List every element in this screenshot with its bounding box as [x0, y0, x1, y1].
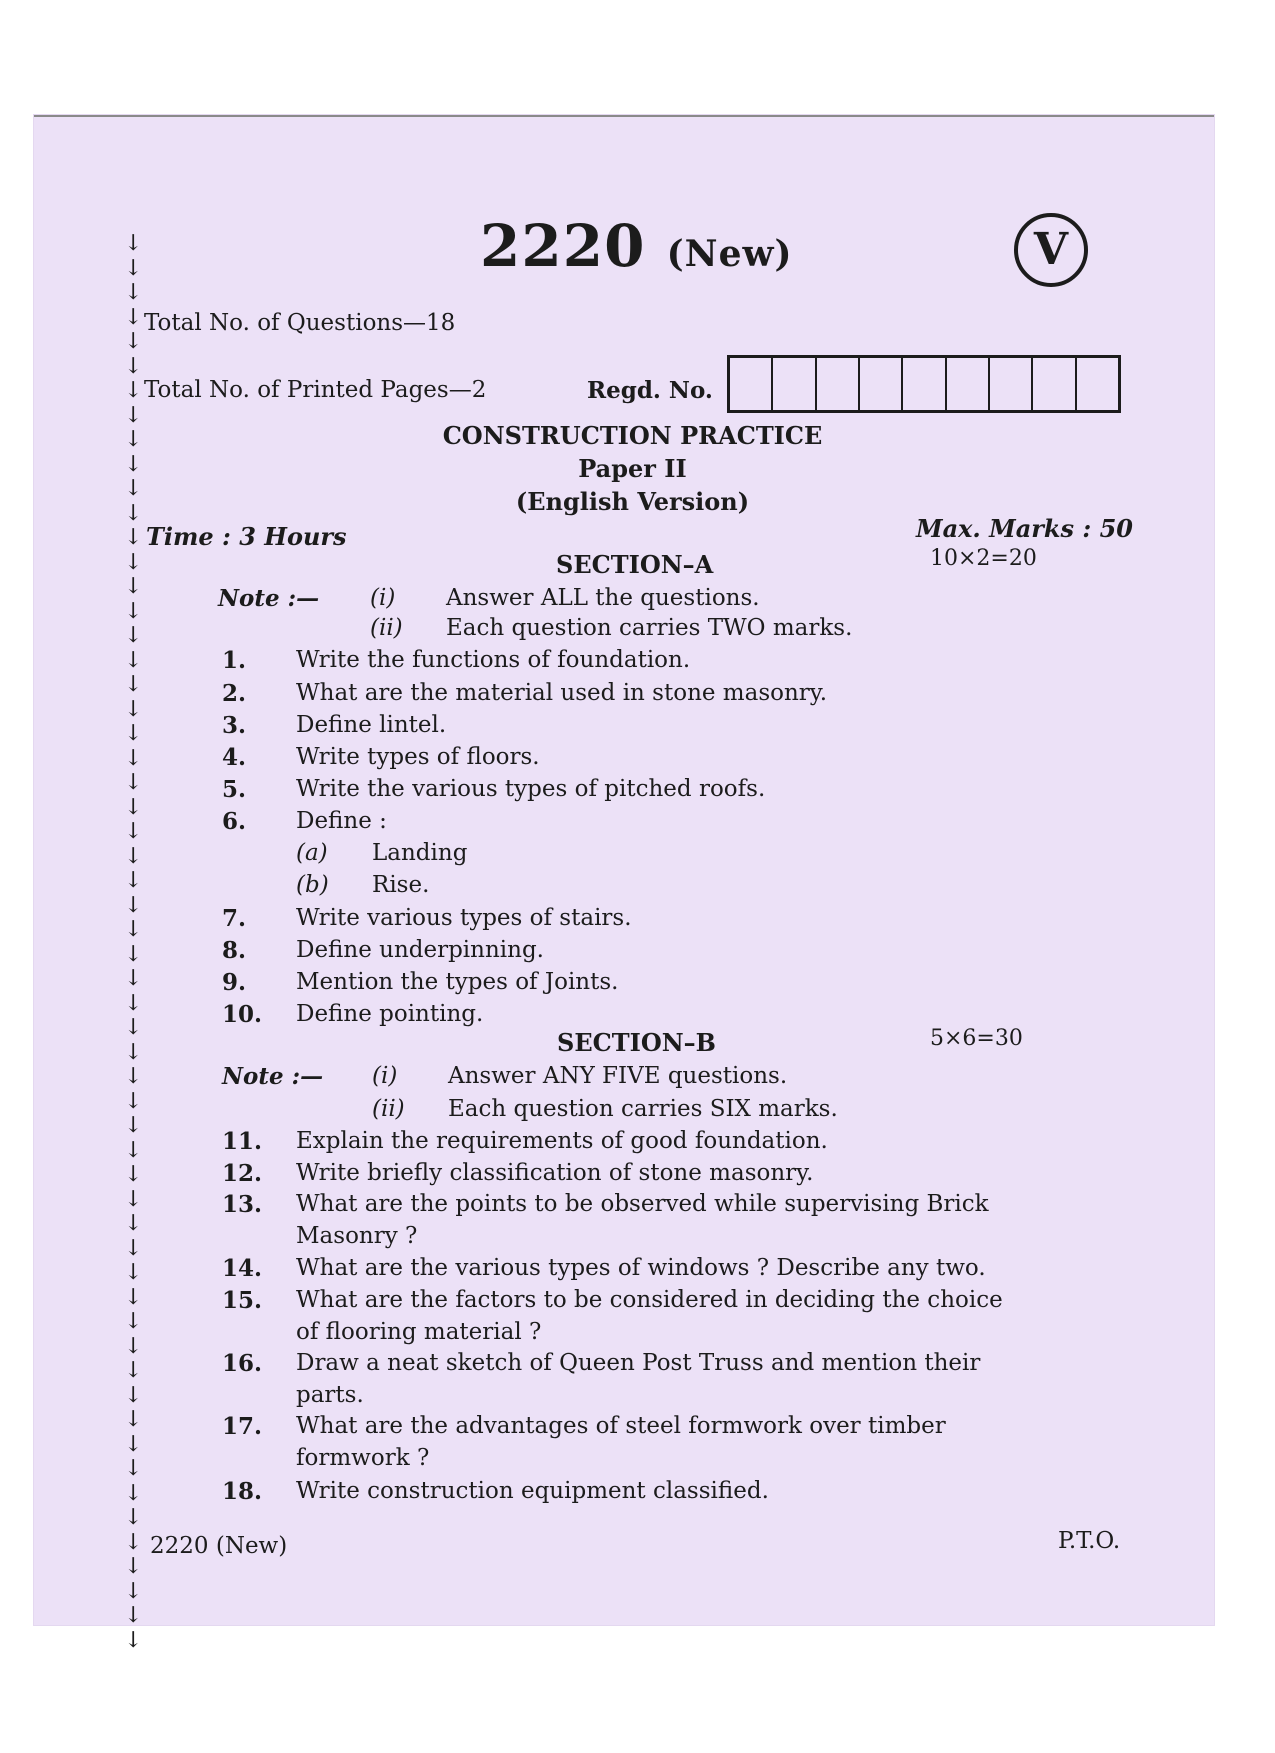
section-b-note-num-1: (i) [372, 1063, 398, 1089]
down-arrow-icon: ↓ [124, 549, 143, 575]
question-number: 11. [222, 1128, 263, 1155]
down-arrow-icon: ↓ [124, 353, 143, 379]
down-arrow-icon: ↓ [124, 1211, 143, 1236]
paper-code-title [480, 212, 793, 280]
question-number: 16. [222, 1350, 263, 1377]
question-number: 6. [222, 808, 247, 835]
section-a-note-num-1: (i) [370, 585, 396, 611]
down-arrow-icon: ↓ [124, 1627, 143, 1653]
question-text-line: What are the various types of windows ? Describe any two. [296, 1255, 986, 1281]
question-text-line: What are the points to be observed while supervising Brick [296, 1191, 989, 1217]
down-arrow-icon: ↓ [124, 1309, 143, 1334]
down-arrow-icon: ↓ [124, 1284, 143, 1310]
section-a-note-2: Each question carries TWO marks. [446, 615, 853, 641]
question-text-line: Explain the requirements of good foundation. [296, 1128, 828, 1154]
regd-cell[interactable] [1077, 358, 1118, 410]
section-b-heading: SECTION–B [557, 1028, 716, 1057]
down-arrow-icon: ↓ [124, 1113, 143, 1138]
section-a-note-label: Note :— [218, 585, 320, 612]
question-number: 3. [222, 712, 247, 739]
down-arrow-icon: ↓ [124, 451, 143, 477]
down-arrow-icon: ↓ [124, 476, 143, 501]
question-number: 5. [222, 776, 247, 803]
down-arrow-icon: ↓ [124, 304, 143, 330]
question-text: Write types of floors. [296, 744, 540, 770]
down-arrow-icon: ↓ [124, 378, 143, 403]
regd-cell[interactable] [947, 358, 990, 410]
question-text-line: What are the factors to be considered in deciding the choice [296, 1287, 1003, 1313]
max-marks: Max. Marks : 50 [916, 514, 1134, 543]
section-b-note-num-2: (ii) [372, 1096, 405, 1122]
down-arrow-icon: ↓ [124, 623, 143, 648]
time-label: Time : 3 Hours [146, 522, 347, 551]
question-text-line: What are the advantages of steel formwork over timber [296, 1413, 946, 1439]
down-arrow-icon: ↓ [124, 1578, 143, 1604]
section-a-note-1: Answer ALL the questions. [446, 585, 760, 611]
version-label: (English Version) [515, 487, 750, 516]
down-arrow-icon: ↓ [124, 843, 143, 869]
question-text: Mention the types of Joints. [296, 969, 619, 995]
regd-number-boxes[interactable] [727, 355, 1121, 413]
regd-cell[interactable] [860, 358, 903, 410]
regd-cell[interactable] [730, 358, 773, 410]
subpart-text: Rise. [372, 872, 430, 898]
down-arrow-icon: ↓ [124, 1162, 143, 1187]
question-text-line: Write construction equipment classified. [296, 1478, 769, 1504]
down-arrow-icon: ↓ [124, 500, 143, 526]
section-b-note-2: Each question carries SIX marks. [448, 1096, 838, 1122]
regd-cell[interactable] [817, 358, 860, 410]
question-number: 18. [222, 1478, 263, 1505]
paper-code: 2220 [480, 212, 646, 280]
paper-code-suffix: (New) [666, 233, 793, 275]
down-arrow-icon: ↓ [124, 280, 143, 305]
down-arrow-icon: ↓ [124, 1554, 143, 1579]
question-number: 7. [222, 905, 247, 932]
question-number: 9. [222, 969, 247, 996]
down-arrow-icon: ↓ [124, 1382, 143, 1408]
down-arrow-icon: ↓ [124, 696, 143, 722]
question-text-line: Draw a neat sketch of Queen Post Truss and mention their [296, 1350, 981, 1376]
down-arrow-icon: ↓ [124, 745, 143, 771]
down-arrow-icon: ↓ [124, 525, 143, 550]
down-arrow-icon: ↓ [124, 1260, 143, 1285]
down-arrow-icon: ↓ [124, 1358, 143, 1383]
down-arrow-icon: ↓ [124, 1137, 143, 1163]
down-arrow-icon: ↓ [124, 1015, 143, 1040]
down-arrow-icon: ↓ [124, 1333, 143, 1359]
down-arrow-icon: ↓ [124, 770, 143, 795]
down-arrow-icon: ↓ [124, 990, 143, 1016]
section-b-note-1: Answer ANY FIVE questions. [448, 1063, 788, 1089]
question-number: 10. [222, 1001, 263, 1028]
question-text: Write various types of stairs. [296, 905, 632, 931]
question-text-line: parts. [296, 1382, 364, 1408]
down-arrow-icon: ↓ [124, 917, 143, 942]
down-arrow-icon: ↓ [124, 794, 143, 820]
regd-cell[interactable] [903, 358, 946, 410]
question-number: 2. [222, 680, 247, 707]
question-text: Define underpinning. [296, 937, 544, 963]
total-pages: Total No. of Printed Pages—2 [144, 377, 487, 403]
down-arrow-icon: ↓ [124, 1235, 143, 1261]
question-text: Write the various types of pitched roofs. [296, 776, 766, 802]
question-text-line: Write briefly classification of stone masonry. [296, 1160, 814, 1186]
question-number: 8. [222, 937, 247, 964]
regd-label: Regd. No. [587, 377, 713, 404]
question-number: 1. [222, 647, 247, 674]
question-number: 15. [222, 1287, 263, 1314]
down-arrow-icon: ↓ [124, 1480, 143, 1506]
down-arrow-icon: ↓ [124, 892, 143, 918]
down-arrow-icon: ↓ [124, 941, 143, 967]
down-arrow-icon: ↓ [124, 672, 143, 697]
down-arrow-icon: ↓ [124, 255, 143, 281]
subpart-text: Landing [372, 840, 468, 866]
down-arrow-icon: ↓ [124, 721, 143, 746]
section-a-heading: SECTION–A [556, 550, 714, 579]
section-a-marks: 10×2=20 [930, 546, 1037, 571]
regd-cell[interactable] [1033, 358, 1076, 410]
down-arrow-icon: ↓ [124, 1064, 143, 1089]
regd-cell[interactable] [773, 358, 816, 410]
section-b-note-label: Note :— [222, 1063, 324, 1090]
question-number: 12. [222, 1160, 263, 1187]
question-text-line: of flooring material ? [296, 1319, 542, 1345]
down-arrow-icon: ↓ [124, 402, 143, 428]
down-arrow-icon: ↓ [124, 1505, 143, 1530]
question-number: 13. [222, 1191, 263, 1218]
down-arrow-icon: ↓ [124, 329, 143, 354]
down-arrow-icon: ↓ [124, 1407, 143, 1432]
subject-title: CONSTRUCTION PRACTICE [442, 421, 823, 450]
down-arrow-icon: ↓ [124, 966, 143, 991]
question-text: Write the functions of foundation. [296, 647, 691, 673]
down-arrow-icon: ↓ [124, 1456, 143, 1481]
down-arrow-icon: ↓ [124, 1186, 143, 1212]
footer-code: 2220 (New) [150, 1533, 288, 1559]
regd-cell[interactable] [990, 358, 1033, 410]
down-arrow-icon: ↓ [124, 1603, 143, 1628]
down-arrow-icon: ↓ [124, 427, 143, 452]
question-number: 17. [222, 1413, 263, 1440]
footer-pto: P.T.O. [1058, 1528, 1121, 1554]
question-text: What are the material used in stone masonry. [296, 680, 828, 706]
down-arrow-icon: ↓ [124, 1088, 143, 1114]
section-a-note-num-2: (ii) [370, 615, 403, 641]
question-text-line: Masonry ? [296, 1223, 418, 1249]
down-arrow-icon: ↓ [124, 868, 143, 893]
down-arrow-icon: ↓ [124, 598, 143, 624]
question-text: Define lintel. [296, 712, 447, 738]
question-number: 4. [222, 744, 247, 771]
paper-label: Paper II [578, 454, 687, 483]
question-text: Define : [296, 808, 387, 834]
down-arrow-icon: ↓ [124, 819, 143, 844]
version-badge: V [1014, 213, 1088, 287]
question-text-line: formwork ? [296, 1445, 430, 1471]
down-arrow-icon: ↓ [124, 1039, 143, 1065]
down-arrow-icon: ↓ [124, 231, 143, 256]
total-questions: Total No. of Questions—18 [144, 310, 456, 336]
question-number: 14. [222, 1255, 263, 1282]
down-arrow-icon: ↓ [124, 1431, 143, 1457]
section-b-marks: 5×6=30 [930, 1026, 1023, 1051]
down-arrow-icon: ↓ [124, 1529, 143, 1555]
down-arrow-icon: ↓ [124, 574, 143, 599]
down-arrow-icon: ↓ [124, 647, 143, 673]
question-text: Define pointing. [296, 1001, 484, 1027]
subpart-label: (b) [296, 872, 329, 898]
subpart-label: (a) [296, 840, 328, 866]
